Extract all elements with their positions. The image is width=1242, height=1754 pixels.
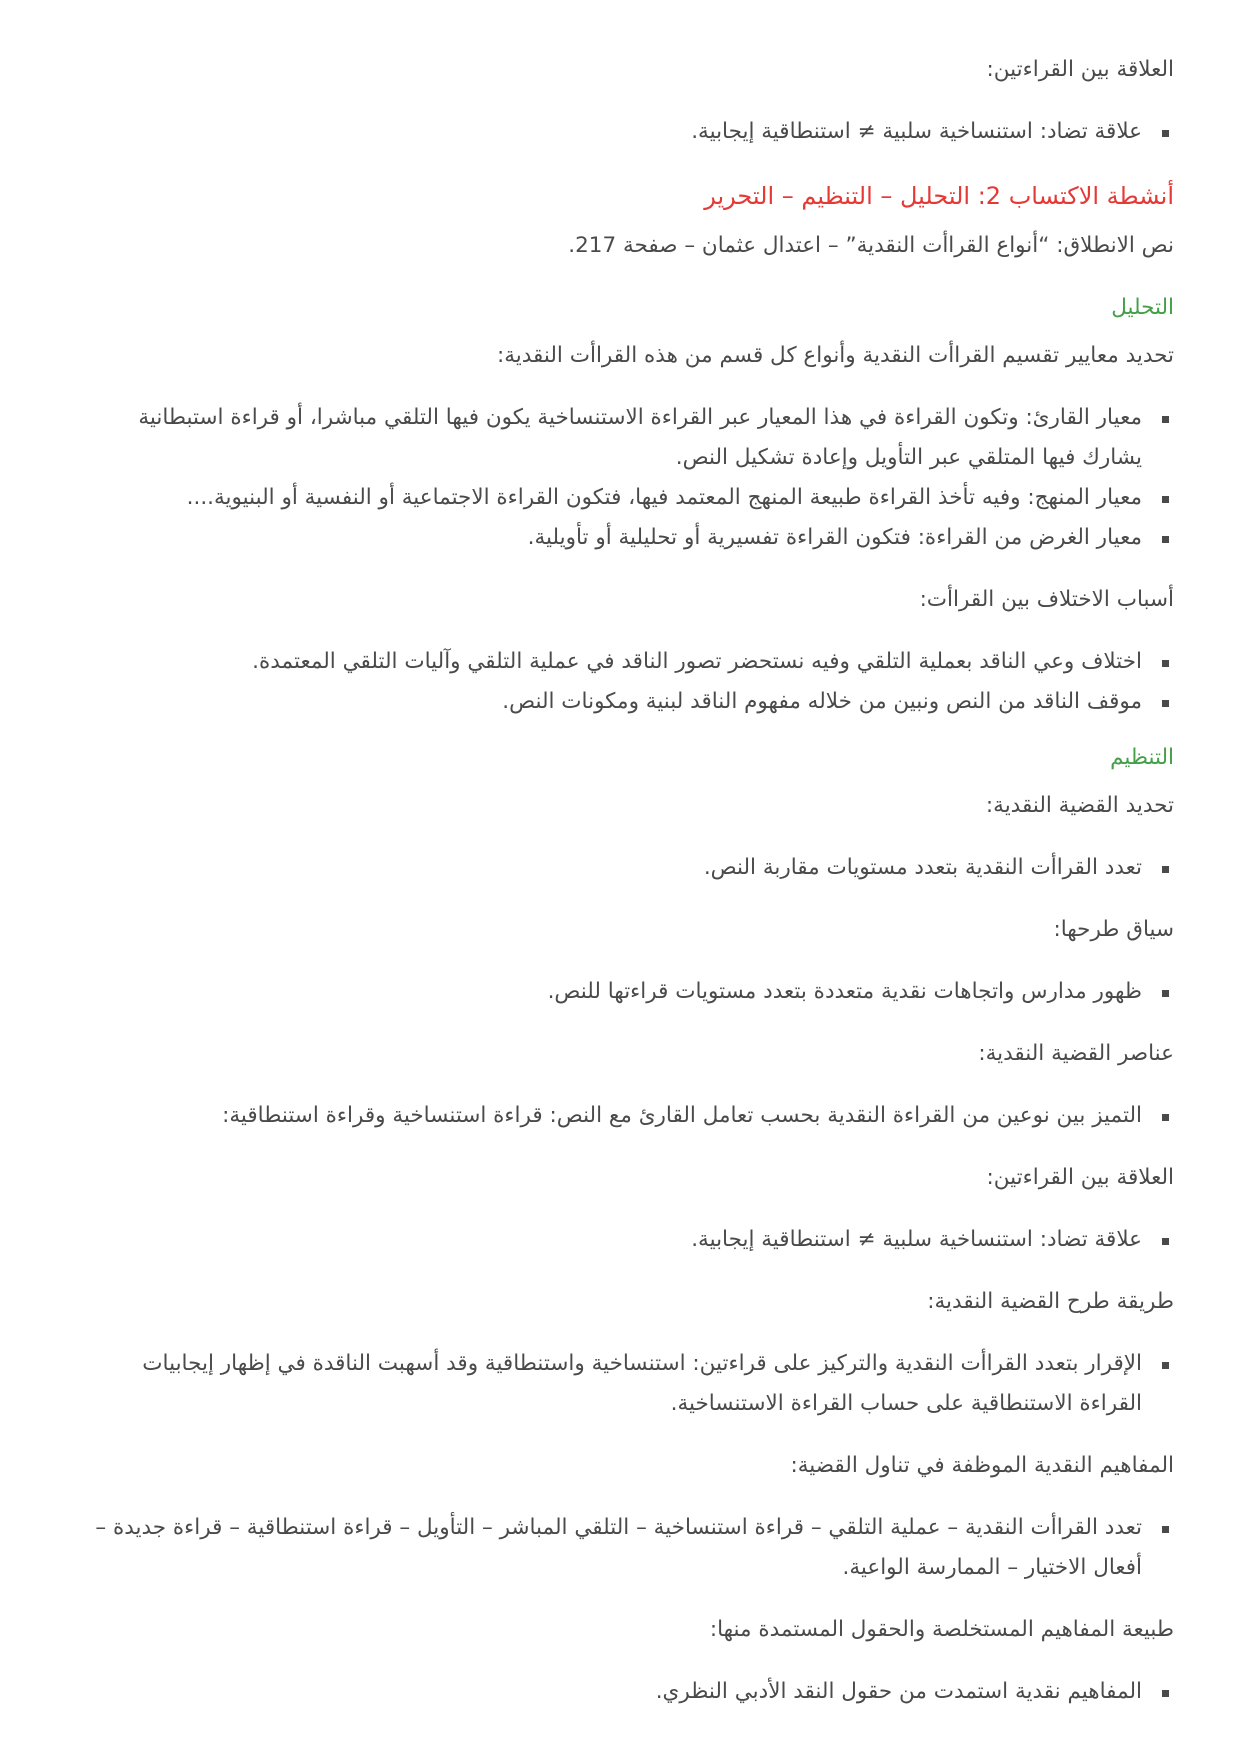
- list-item-text: علاقة تضاد: استنساخية سلبية ≠ استنطاقية إيجابية.: [691, 1227, 1142, 1252]
- list-item: [84, 112, 1174, 152]
- bullet-icon: [1159, 848, 1171, 888]
- context-label: سياق طرحها:: [1053, 917, 1174, 942]
- concepts-list: [84, 1508, 1174, 1588]
- method-list: [84, 1344, 1174, 1424]
- reasons-intro: أسباب الاختلاف بين القراأت:: [919, 587, 1174, 612]
- list-item-text: الإقرار بتعدد القراأت النقدية والتركيز على قراءتين: استنساخية واستنطاقية وقد أسهبت الناقدة في إظهار إيجابيات القراءة الاستنطاقية على حساب القراءة الاستنساخية.: [142, 1351, 1142, 1416]
- bullet-icon: [1159, 398, 1171, 438]
- context-list: [84, 972, 1174, 1012]
- list-item: [84, 1508, 1174, 1588]
- list-item: [84, 848, 1174, 888]
- list-item: [84, 1344, 1174, 1424]
- bullet-icon: [1159, 972, 1171, 1012]
- list-item: [84, 518, 1174, 558]
- bullet-icon: [1159, 642, 1171, 682]
- elements-list: [84, 1096, 1174, 1136]
- organization-heading: التنظيم: [1110, 745, 1174, 770]
- list-item-text: معيار القارئ: وتكون القراءة في هذا المعيار عبر القراءة الاستنساخية يكون فيها التلقي مباشرا، أو قراءة استبطانية يشارك فيها المتلقي عبر التأويل وإعادة تشكيل النص.: [138, 405, 1142, 470]
- nature-list: [84, 1672, 1174, 1712]
- bullet-icon: [1159, 1344, 1171, 1384]
- list-item: [84, 682, 1174, 722]
- list-item-text: التميز بين نوعين من القراءة النقدية بحسب تعامل القارئ مع النص: قراءة استنساخية وقراءة استنطاقية:: [222, 1103, 1142, 1128]
- list-item: [84, 1220, 1174, 1260]
- criteria-intro: تحديد معايير تقسيم القراأت النقدية وأنواع كل قسم من هذه القراأت النقدية:: [496, 343, 1174, 368]
- relation-list: [84, 112, 1174, 152]
- list-item-text: معيار الغرض من القراءة: فتكون القراءة تفسيرية أو تحليلية أو تأويلية.: [527, 525, 1142, 550]
- bullet-icon: [1159, 682, 1171, 722]
- bullet-icon: [1159, 1672, 1171, 1712]
- list-item-text: موقف الناقد من النص ونبين من خلاله مفهوم الناقد لبنية ومكونات النص.: [502, 689, 1142, 714]
- relation-label: العلاقة بين القراءتين:: [986, 1165, 1174, 1190]
- bullet-icon: [1159, 1096, 1171, 1136]
- list-item: [84, 1672, 1174, 1712]
- bullet-icon: [1159, 518, 1171, 558]
- list-item: [84, 398, 1174, 478]
- document-body: [84, 50, 1174, 1712]
- list-item-text: علاقة تضاد: استنساخية سلبية ≠ استنطاقية إيجابية.: [691, 119, 1142, 144]
- bullet-icon: [1159, 112, 1171, 152]
- nature-label: طبيعة المفاهيم المستخلصة والحقول المستمدة منها:: [709, 1617, 1174, 1642]
- issue-list: [84, 848, 1174, 888]
- list-item: [84, 1096, 1174, 1136]
- list-item-text: المفاهيم نقدية استمدت من حقول النقد الأدبي النظري.: [655, 1679, 1142, 1704]
- list-item: [84, 642, 1174, 682]
- method-label: طريقة طرح القضية النقدية:: [927, 1289, 1174, 1314]
- list-item-text: معيار المنهج: وفيه تأخذ القراءة طبيعة المنهج المعتمد فيها، فتكون القراءة الاجتماعية أو النفسية أو البنيوية....: [186, 485, 1142, 510]
- list-item: [84, 478, 1174, 518]
- activities-heading: أنشطة الاكتساب 2: التحليل – التنظيم – التحرير: [704, 182, 1174, 210]
- list-item-text: تعدد القراأت النقدية بتعدد مستويات مقاربة النص.: [703, 855, 1142, 880]
- issue-label: تحديد القضية النقدية:: [985, 793, 1174, 818]
- elements-label: عناصر القضية النقدية:: [978, 1041, 1174, 1066]
- list-item-text: اختلاف وعي الناقد بعملية التلقي وفيه نستحضر تصور الناقد في عملية التلقي وآليات التلقي المعتمدة.: [252, 649, 1142, 674]
- bullet-icon: [1159, 1508, 1171, 1548]
- list-item-text: ظهور مدارس واتجاهات نقدية متعددة بتعدد مستويات قراءتها للنص.: [547, 979, 1142, 1004]
- bullet-icon: [1159, 1220, 1171, 1260]
- relation-label: العلاقة بين القراءتين:: [986, 57, 1174, 82]
- criteria-list: [84, 398, 1174, 558]
- concepts-label: المفاهيم النقدية الموظفة في تناول القضية:: [790, 1453, 1174, 1478]
- analysis-heading: التحليل: [1111, 295, 1174, 320]
- list-item: [84, 972, 1174, 1012]
- list-item-text: تعدد القراأت النقدية – عملية التلقي – قراءة استنساخية – التلقي المباشر – التأويل – قراءة استنطاقية – قراءة جديدة – أفعال الاختيار – الممارسة الواعية.: [95, 1515, 1142, 1580]
- relation-list: [84, 1220, 1174, 1260]
- source-text: نص الانطلاق: “أنواع القراأت النقدية” – اعتدال عثمان – صفحة 217.: [568, 233, 1174, 258]
- bullet-icon: [1159, 478, 1171, 518]
- reasons-list: [84, 642, 1174, 722]
